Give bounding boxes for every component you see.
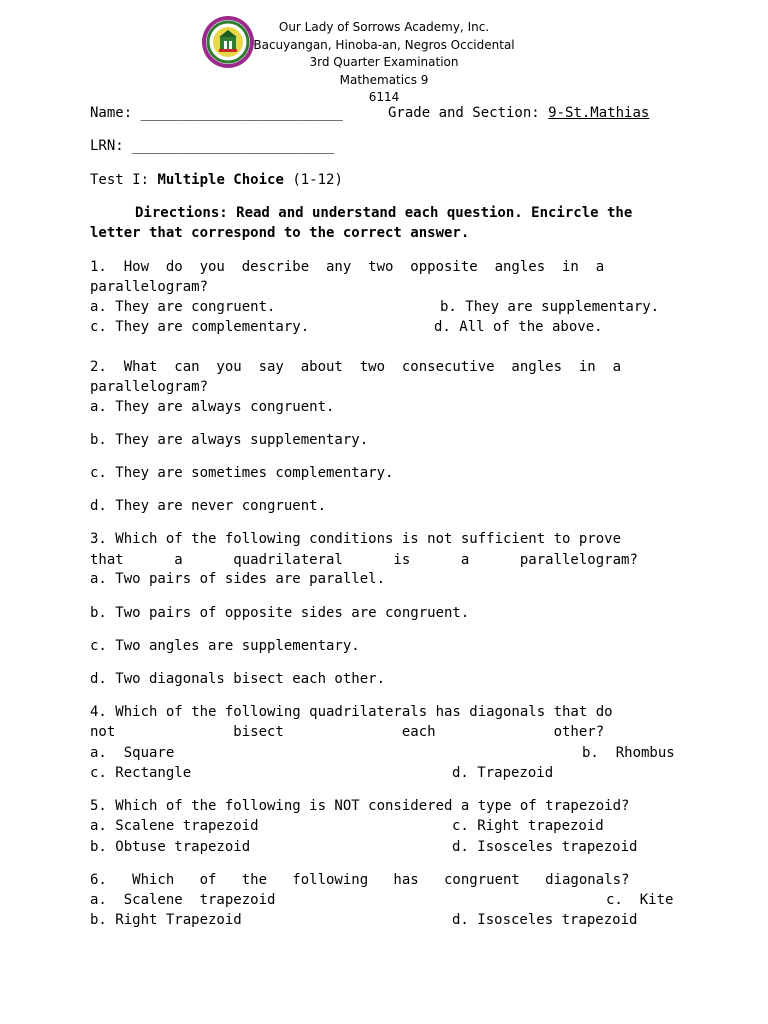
question-6-choice-c[interactable]: c. Kite — [606, 892, 674, 908]
question-3-stem-line-1: 3. Which of the following conditions is not sufficient to prove — [90, 531, 622, 547]
question-3-stem-line-2: that a quadrilateral is a parallelogram? — [90, 552, 638, 568]
question-2-stem-line-1: 2. What can you say about two consecutive angles in a — [90, 359, 622, 375]
question-2-choice-a[interactable]: a. They are always congruent. — [90, 399, 335, 415]
question-1-choice-c[interactable]: c. They are complementary. — [90, 319, 310, 335]
question-5-choice-c[interactable]: c. Right trapezoid — [452, 818, 604, 834]
question-5-choice-d[interactable]: d. Isosceles trapezoid — [452, 839, 638, 855]
question-1-stem-line-1: 1. How do you describe any two opposite angles in a — [90, 259, 605, 275]
question-4-choice-d[interactable]: d. Trapezoid — [452, 765, 554, 781]
test-range: (1-12) — [292, 172, 343, 188]
grade-section-value: 9-St.Mathias — [548, 105, 650, 121]
name-blank[interactable]: ________________________ — [140, 105, 343, 121]
question-4-stem-line-1: 4. Which of the following quadrilaterals has diagonals that do — [90, 704, 613, 720]
subject-title: Mathematics 9 — [339, 73, 429, 87]
lrn-row — [90, 136, 334, 156]
name-row — [90, 103, 343, 123]
question-4-choice-b[interactable]: b. Rhombus — [582, 745, 675, 761]
directions-line-1: Directions: Read and understand each question. Encircle the — [135, 205, 633, 221]
question-1-choice-b[interactable]: b. They are supplementary. — [440, 299, 660, 315]
question-6-choice-b[interactable]: b. Right Trapezoid — [90, 912, 242, 928]
lrn-label: LRN: — [90, 138, 124, 154]
question-5-choice-a[interactable]: a. Scalene trapezoid — [90, 818, 259, 834]
question-2-choice-b[interactable]: b. They are always supplementary. — [90, 432, 369, 448]
question-5-choice-b[interactable]: b. Obtuse trapezoid — [90, 839, 251, 855]
school-seal-icon — [201, 15, 255, 69]
question-2-stem-line-2: parallelogram? — [90, 379, 209, 395]
test-title: Multiple Choice — [157, 172, 284, 188]
grade-section-row — [388, 103, 649, 123]
grade-section-label: Grade and Section: — [388, 105, 540, 121]
question-6-choice-a[interactable]: a. Scalene trapezoid — [90, 892, 276, 908]
test-heading — [90, 170, 343, 190]
lrn-blank[interactable]: ________________________ — [132, 138, 335, 154]
question-4-choice-c[interactable]: c. Rectangle — [90, 765, 192, 781]
question-3-choice-d[interactable]: d. Two diagonals bisect each other. — [90, 671, 386, 687]
question-3-choice-b[interactable]: b. Two pairs of opposite sides are congruent. — [90, 605, 470, 621]
question-3-choice-c[interactable]: c. Two angles are supplementary. — [90, 638, 360, 654]
school-address: Bacuyangan, Hinoba-an, Negros Occidental — [253, 38, 515, 52]
school-name: Our Lady of Sorrows Academy, Inc. — [278, 20, 490, 34]
question-4-stem-line-2: not bisect each other? — [90, 724, 605, 740]
question-5-stem: 5. Which of the following is NOT considered a type of trapezoid? — [90, 798, 630, 814]
exam-title: 3rd Quarter Examination — [309, 55, 459, 69]
question-1-choice-d[interactable]: d. All of the above. — [434, 319, 603, 335]
question-4-choice-a[interactable]: a. Square — [90, 745, 175, 761]
question-6-stem: 6. Which of the following has congruent diagonals? — [90, 872, 630, 888]
question-3-choice-a[interactable]: a. Two pairs of sides are parallel. — [90, 571, 386, 587]
name-label: Name: — [90, 105, 133, 121]
directions-line-2: letter that correspond to the correct answer. — [90, 225, 470, 241]
question-2-choice-d[interactable]: d. They are never congruent. — [90, 498, 327, 514]
question-2-choice-c[interactable]: c. They are sometimes complementary. — [90, 465, 394, 481]
question-6-choice-d[interactable]: d. Isosceles trapezoid — [452, 912, 638, 928]
question-1-choice-a[interactable]: a. They are congruent. — [90, 299, 276, 315]
test-prefix: Test I: — [90, 172, 150, 188]
question-1-stem-line-2: parallelogram? — [90, 279, 209, 295]
exam-code: 6114 — [368, 90, 400, 104]
